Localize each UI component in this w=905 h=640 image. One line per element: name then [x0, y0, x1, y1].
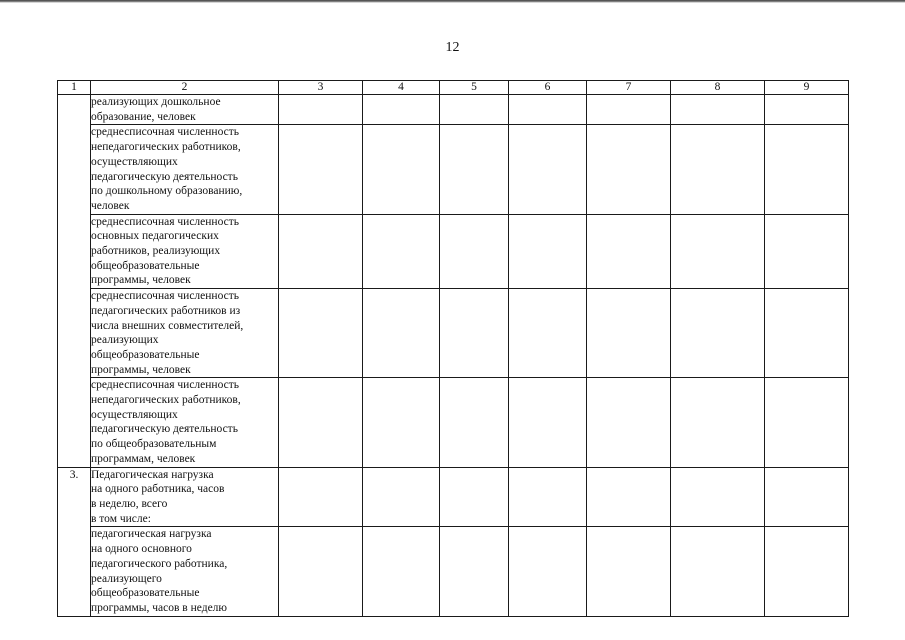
value-cell [587, 214, 671, 289]
value-cell [587, 125, 671, 214]
value-cell [440, 214, 509, 289]
table-row [58, 125, 849, 214]
row-description: среднесписочная численность педагогических работников из числа внешних совместителей, реализующих общеобразовательные программы, человек [91, 289, 279, 378]
column-header-8: 8 [671, 81, 765, 95]
value-cell [671, 467, 765, 527]
column-header-4: 4 [363, 81, 440, 95]
value-cell [671, 289, 765, 378]
value-cell [587, 527, 671, 616]
row-number-cell: 3. [58, 467, 91, 616]
row-description: среднесписочная численность непедагогических работников, осуществляющих педагогическую деятельность по общеобразовательным программам, человек [91, 378, 279, 467]
row-number-cell [58, 95, 91, 468]
value-cell [587, 378, 671, 467]
row-description: среднесписочная численность основных педагогических работников, реализующих общеобразовательные программы, человек [91, 214, 279, 289]
top-scan-rule [0, 0, 905, 3]
value-cell [671, 378, 765, 467]
column-header-7: 7 [587, 81, 671, 95]
value-cell [363, 527, 440, 616]
column-header-1: 1 [58, 81, 91, 95]
value-cell [509, 467, 587, 527]
column-header-6: 6 [509, 81, 587, 95]
value-cell [765, 125, 849, 214]
value-cell [440, 467, 509, 527]
header-row [58, 81, 849, 95]
page-number: 12 [445, 40, 460, 55]
value-cell [765, 527, 849, 616]
value-cell [440, 289, 509, 378]
value-cell [363, 289, 440, 378]
table-row [58, 214, 849, 289]
value-cell [279, 95, 363, 125]
value-cell [509, 527, 587, 616]
table-row [58, 467, 849, 527]
value-cell [363, 95, 440, 125]
table-row [58, 289, 849, 378]
row-description: реализующих дошкольное образование, человек [91, 95, 279, 125]
value-cell [363, 467, 440, 527]
value-cell [440, 95, 509, 125]
value-cell [440, 125, 509, 214]
value-cell [671, 214, 765, 289]
value-cell [279, 467, 363, 527]
value-cell [279, 214, 363, 289]
column-header-9: 9 [765, 81, 849, 95]
value-cell [279, 527, 363, 616]
value-cell [765, 289, 849, 378]
value-cell [765, 95, 849, 125]
value-cell [509, 125, 587, 214]
value-cell [671, 125, 765, 214]
table-row [58, 378, 849, 467]
value-cell [279, 378, 363, 467]
value-cell [279, 289, 363, 378]
value-cell [279, 125, 363, 214]
column-header-5: 5 [440, 81, 509, 95]
value-cell [363, 125, 440, 214]
value-cell [765, 378, 849, 467]
table-row [58, 527, 849, 616]
value-cell [509, 378, 587, 467]
row-description: Педагогическая нагрузка на одного работника, часов в неделю, всего в том числе: [91, 467, 279, 527]
value-cell [363, 214, 440, 289]
value-cell [587, 95, 671, 125]
value-cell [671, 95, 765, 125]
value-cell [671, 527, 765, 616]
value-cell [509, 289, 587, 378]
value-cell [509, 95, 587, 125]
value-cell [509, 214, 587, 289]
row-description: среднесписочная численность непедагогических работников, осуществляющих педагогическую деятельность по дошкольному образованию, человек [91, 125, 279, 214]
column-header-3: 3 [279, 81, 363, 95]
value-cell [363, 378, 440, 467]
data-table [57, 80, 849, 617]
column-header-2: 2 [91, 81, 279, 95]
value-cell [765, 467, 849, 527]
value-cell [587, 467, 671, 527]
value-cell [765, 214, 849, 289]
table-row [58, 95, 849, 125]
value-cell [440, 527, 509, 616]
value-cell [587, 289, 671, 378]
value-cell [440, 378, 509, 467]
row-description: педагогическая нагрузка на одного основного педагогического работника, реализующего общеобразовательные программы, часов в неделю [91, 527, 279, 616]
